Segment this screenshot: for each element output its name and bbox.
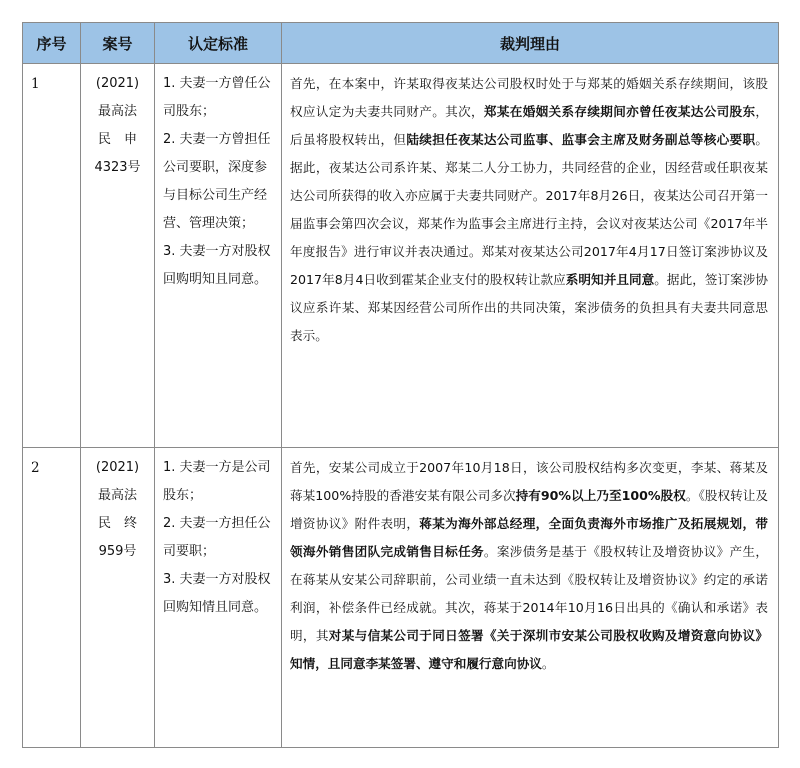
judgment-table: [22, 22, 779, 748]
case-number: [81, 448, 155, 748]
standard-item: 2. 夫妻一方担任公司要职；: [163, 516, 271, 559]
header-standard: 认定标准: [155, 23, 282, 64]
case-line: 民 申: [97, 132, 137, 147]
reason-emphasis: 蒋某为海外部总经理，全面负责海外市场推广及拓展规划，带领海外销售团队完成销售目标任务: [290, 516, 769, 559]
case-line: 最高法: [97, 104, 137, 119]
reason-emphasis: 陆续担任夜某达公司监事、监事会主席及财务副总等核心要职: [406, 132, 756, 147]
standard-list: [155, 64, 282, 448]
reason-text: [282, 448, 779, 748]
case-line: 959号: [98, 544, 137, 559]
reason-segment: ，后虽将股权转出，但: [290, 104, 769, 147]
reason-emphasis: 郑某在婚姻关系存续期间亦曾任夜某达公司股东: [483, 104, 756, 119]
reason-emphasis: 对某与信某公司于同日签署《关于深圳市安某公司股权收购及增资意向协议》知情，且同意李某签署、遵守和履行意向协议: [290, 628, 769, 671]
reason-segment: 。据此，夜某达公司系许某、郑某二人分工协力，共同经营的企业，因经营或任职夜某达公司所获得的收入亦应属于夫妻共同财产。2017年8月26日，夜某达公司召开第一届监事会第四次会议，郑某作为监事会主席进行主持，会议对夜某达公司《2017年半年度报告》进行审议并表决通过。郑某对夜某达公司2017年4月17日签订案涉协议及2017年8月4日收到霍某企业支付的股权转让款应: [290, 132, 769, 287]
reason-segment: 首先，安某公司成立于2007年10月18日，该公司股权结构多次变更，李某、蒋某及蒋某100%持股的香港安某有限公司多次: [290, 460, 768, 503]
case-line: (2021): [95, 460, 140, 475]
reason-emphasis: 持有90%以上乃至100%股权: [515, 488, 686, 503]
reason-segment: 。据此，签订案涉协议应系许某、郑某因经营公司所作出的共同决策，案涉债务的负担具有夫妻共同意思表示。: [290, 272, 769, 343]
reason-emphasis: 系明知并且同意: [565, 272, 655, 287]
reason-segment: 。《股权转让及增资协议》附件表明，: [290, 488, 768, 531]
case-line: (2021): [95, 76, 140, 91]
standard-item: 1. 夫妻一方是公司股东；: [163, 460, 271, 503]
table-row: [23, 64, 779, 448]
header-reason: 裁判理由: [282, 23, 779, 64]
standard-list: [155, 448, 282, 748]
standard-item: 2. 夫妻一方曾担任公司要职，深度参与目标公司生产经营、管理决策；: [163, 132, 271, 231]
standard-item: 3. 夫妻一方对股权回购明知且同意。: [163, 244, 271, 287]
reason-text: [282, 64, 779, 448]
header-index: 序号: [23, 23, 81, 64]
header-case-number: 案号: [81, 23, 155, 64]
table-header-row: [23, 23, 779, 64]
standard-item: 1. 夫妻一方曾任公司股东；: [163, 76, 271, 119]
case-number: [81, 64, 155, 448]
case-line: 民 终: [97, 516, 137, 531]
row-index: 2: [23, 448, 81, 748]
table-row: [23, 448, 779, 748]
reason-segment: 。: [541, 656, 555, 671]
reason-segment: 首先，在本案中，许某取得夜某达公司股权时处于与郑某的婚姻关系存续期间，该股权应认定为夫妻共同财产。其次，: [290, 76, 768, 119]
reason-segment: 。案涉债务是基于《股权转让及增资协议》产生，在蒋某从安某公司辞职前，公司业绩一直未达到《股权转让及增资协议》约定的承诺利润，补偿条件已经成就。其次，蒋某于2014年10月16日出具的《确认和承诺》表明，其: [290, 544, 769, 643]
standard-item: 3. 夫妻一方对股权回购知情且同意。: [163, 572, 271, 615]
case-line: 4323号: [94, 160, 141, 175]
row-index: 1: [23, 64, 81, 448]
case-line: 最高法: [97, 488, 137, 503]
